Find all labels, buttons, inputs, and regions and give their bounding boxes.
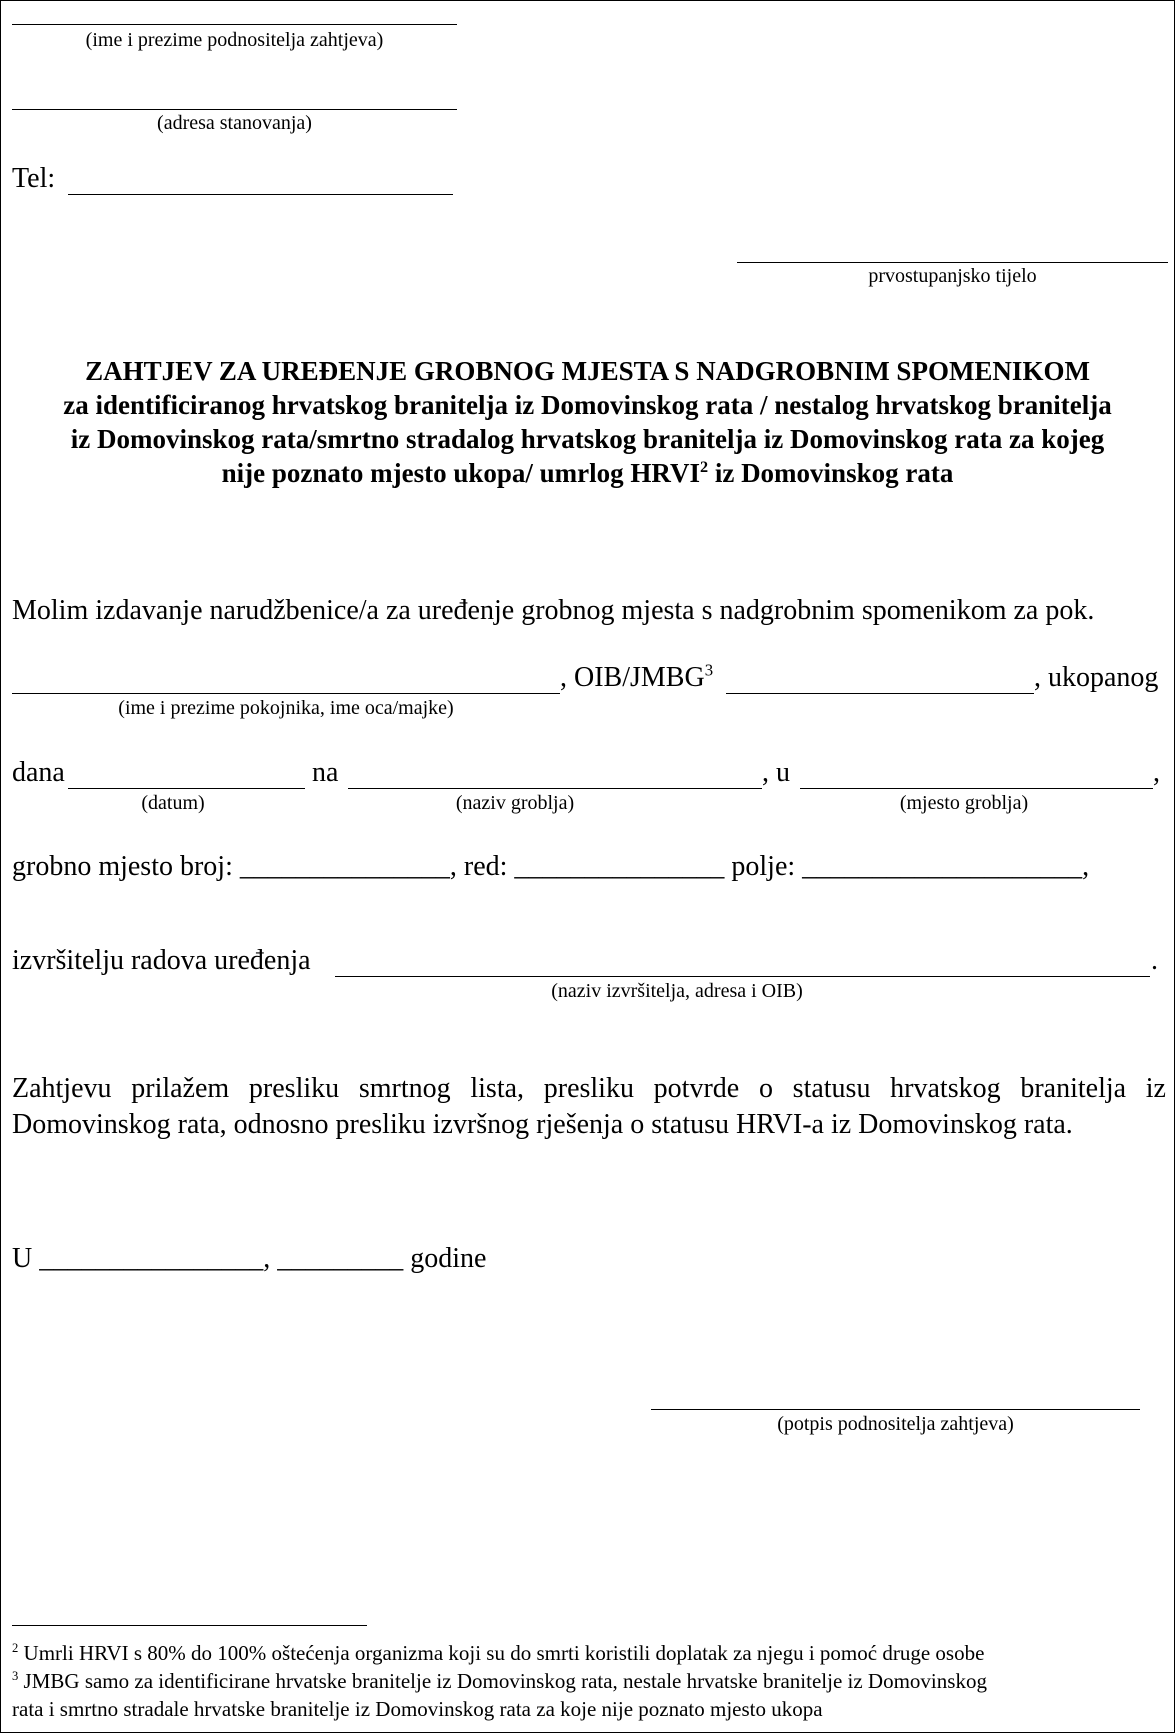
- contractor-caption: (naziv izvršitelja, adresa i OIB): [551, 980, 803, 1002]
- polje-label: polje:: [731, 851, 796, 882]
- address-caption: (adresa stanovanja): [157, 112, 312, 134]
- authority-caption: prvostupanjsko tijelo: [868, 265, 1037, 287]
- polje-blank[interactable]: ____________________: [802, 851, 1083, 882]
- contractor-line[interactable]: [335, 976, 1150, 977]
- footnote-3: $^3$ JMBG samo za identificirane hrvatske branitelje iz Domovinskog rata, nestale hrvatske branitelje iz Domovinskog: [12, 1669, 987, 1693]
- grave-row-comma: ,: [1082, 851, 1090, 882]
- oib-label: , OIB/JMBG$^3$: [560, 660, 714, 693]
- footnote-3-continued: rata i smrtno stradale hrvatske branitelje iz Domovinskog rata za koje nije poznato mjesto ukopa: [12, 1697, 823, 1721]
- cemetery-place-line[interactable]: [800, 788, 1153, 789]
- attachments-text: Zahtjevu prilažem presliku smrtnog lista, presliku potvrde o statusu hrvatskog branitelja iz Domovinskog rata, odnosno presliku izvršnog rješenja o statusu HRVI-a iz Domovinskog rata.: [12, 1073, 1166, 1140]
- request-text: Molim izdavanje narudžbenice/a za uređenje grobnog mjesta s nadgrobnim spomenikom za pok.: [12, 595, 1095, 626]
- footnote-separator: [12, 1625, 367, 1626]
- u-label: , u: [762, 757, 790, 788]
- row-end-comma: ,: [1153, 757, 1160, 788]
- applicant-name-caption: (ime i prezime podnositelja zahtjeva): [85, 29, 384, 51]
- document-title: [0, 354, 1175, 490]
- date-caption: (datum): [141, 792, 205, 814]
- place-date-row: U ________________, _________ godine: [12, 1243, 487, 1274]
- cemetery-name-line[interactable]: [348, 788, 762, 789]
- cemetery-place-caption: (mjesto groblja): [899, 792, 1029, 814]
- applicant-name-line[interactable]: [12, 24, 457, 25]
- deceased-caption: (ime i prezime pokojnika, ime oca/majke): [118, 697, 454, 719]
- footnote-ref-2: 2: [699, 458, 709, 476]
- deceased-name-line[interactable]: [12, 693, 560, 694]
- signature-line[interactable]: [651, 1409, 1140, 1410]
- place-blank[interactable]: ________________: [39, 1243, 264, 1274]
- signature-caption: (potpis podnositelja zahtjeva): [777, 1413, 1014, 1435]
- contractor-period: .: [1151, 945, 1158, 976]
- contractor-label: izvršitelju radova uređenja: [12, 945, 311, 976]
- date-line[interactable]: [68, 788, 305, 789]
- title-line-4: nije poznato mjesto ukopa/ umrlog HRVI$^2$ iz Domovinskog rata: [221, 458, 954, 488]
- red-label: , red:: [449, 851, 508, 882]
- na-label: na: [312, 757, 339, 788]
- cemetery-name-caption: (naziv groblja): [455, 792, 575, 814]
- oib-line[interactable]: [726, 693, 1034, 694]
- title-line-3: iz Domovinskog rata/smrtno stradalog hrvatskog branitelja iz Domovinskog rata za kojeg: [70, 424, 1105, 454]
- tel-label: Tel:: [12, 163, 56, 194]
- year-label: godine: [410, 1243, 487, 1274]
- address-line[interactable]: [12, 109, 457, 110]
- grave-row: [12, 851, 1089, 883]
- title-line-1: ZAHTJEV ZA UREĐENJE GROBNOG MJESTA S NADGROBNIM SPOMENIKOM: [85, 356, 1090, 386]
- grave-number-label: grobno mjesto broj:: [12, 851, 233, 882]
- footnote-2: $^2$ Umrli HRVI s 80% do 100% oštećenja organizma koji su do smrti koristili doplatak za njegu i pomoć druge osobe: [12, 1641, 985, 1665]
- grave-number-blank[interactable]: _______________: [239, 851, 450, 882]
- red-blank[interactable]: _______________: [514, 851, 725, 882]
- buried-label: , ukopanog: [1034, 662, 1159, 693]
- title-line-2: za identificiranog hrvatskog branitelja iz Domovinskog rata / nestalog hrvatskog branitelja: [63, 390, 1112, 420]
- footnote-ref-3: 3: [704, 660, 714, 680]
- place-label: U: [12, 1243, 33, 1274]
- authority-line[interactable]: [737, 262, 1168, 263]
- dana-label: dana: [12, 757, 65, 788]
- year-blank[interactable]: _________: [277, 1243, 404, 1274]
- tel-line[interactable]: [68, 194, 453, 195]
